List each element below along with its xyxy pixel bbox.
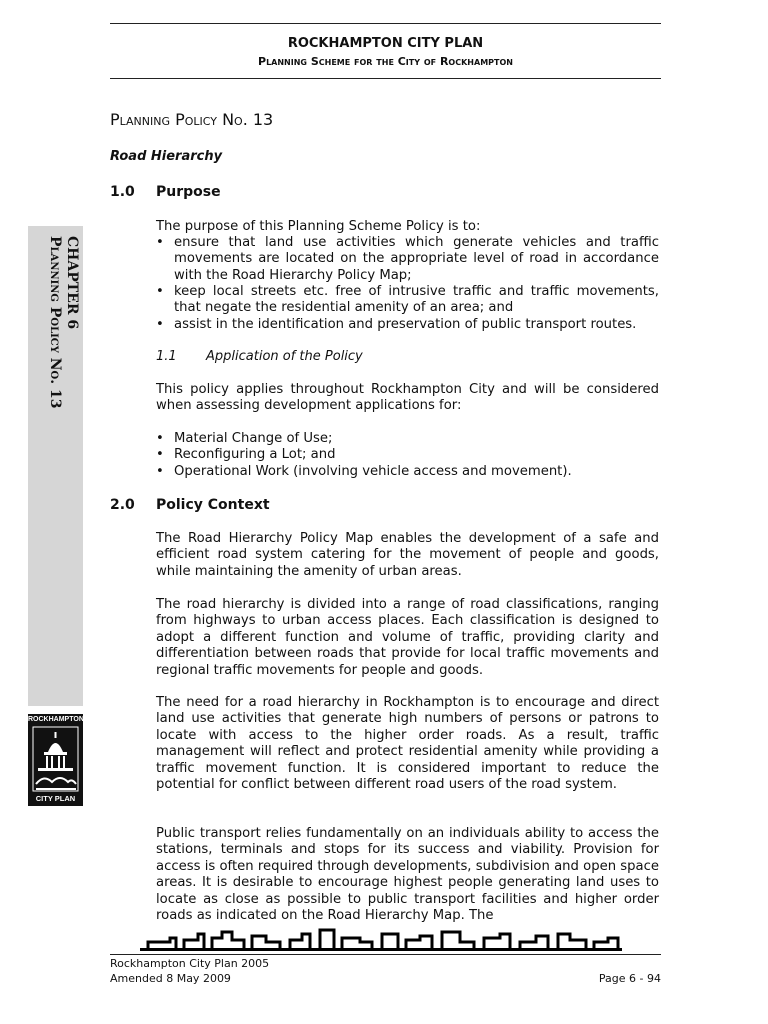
footer-plan-name: Rockhampton City Plan 2005 (110, 957, 270, 970)
context-paragraph: The Road Hierarchy Policy Map enables the development of a safe and efficient road system catering for the movement of people and goods, while maintaining the amenity of urban areas. (156, 531, 659, 579)
application-text: This policy applies throughout Rockhampton City and will be considered when assessing development applications for: (156, 382, 659, 414)
subsection-number: 1.1 (156, 349, 177, 364)
list-item-text: ensure that land use activities which generate vehicles and traffic movements are located on the appropriate level of road in accordance with the Road Hierarchy Policy Map; (174, 235, 659, 283)
sidebar-policy: Planning Policy No. 13 (47, 236, 63, 409)
list-item (156, 464, 659, 480)
list-item (156, 284, 659, 317)
section-title-purpose: Purpose (156, 184, 221, 200)
logo-bottom-text: CITY PLAN (35, 794, 76, 803)
sidebar-chapter: CHAPTER 6 (64, 236, 80, 330)
policy-name: Road Hierarchy (110, 149, 223, 164)
city-plan-logo (28, 714, 83, 806)
context-paragraph: The road hierarchy is divided into a range of road classifications, ranging from highways to urban access places. Each classification is designed to adopt a different function and volume of traffic, providing clarity and differentiation between roads that provide for local traffic movements and regional traffic movements for people and goods. (156, 597, 659, 678)
context-paragraph: Public transport relies fundamentally on an individuals ability to access the stations, terminals and stops for its success and viability. Provision for access is often required through developments, subdivision and open space areas. It is desirable to encourage highest people generating land uses to locate as close as possible to public transport facilities and higher order roads as indicated on the Road Hierarchy Map. The (156, 826, 659, 924)
bullet-icon: • (156, 431, 164, 446)
list-item-text: assist in the identification and preservation of public transport routes. (174, 317, 637, 332)
bullet-icon: • (156, 284, 164, 299)
list-item-text: Reconfiguring a Lot; and (174, 447, 336, 462)
page-number: Page 6 - 94 (598, 972, 661, 985)
list-item (156, 447, 659, 463)
logo-top-text: ROCKHAMPTON (28, 716, 84, 723)
section-number-context: 2.0 (110, 497, 135, 513)
list-item (156, 431, 659, 447)
bullet-icon: • (156, 317, 164, 332)
list-item (156, 235, 659, 284)
context-paragraph: The need for a road hierarchy in Rockhampton is to encourage and direct land use activities that generate high numbers of persons or patrons to locate with access to the higher order roads. As a result, traffic management will reflect and protect residential amenity while providing a traffic movement function. It is considered important to reduce the potential for conflict between different road users of the road system. (156, 695, 659, 793)
subsection-title: Application of the Policy (206, 349, 363, 364)
sidebar-label (46, 236, 80, 409)
header-bottom-rule (110, 78, 661, 79)
list-item (156, 317, 659, 333)
bullet-icon: • (156, 235, 164, 250)
bullet-icon: • (156, 447, 164, 462)
list-item-text: keep local streets etc. free of intrusive traffic and traffic movements, that negate the residential amenity of an area; and (174, 284, 659, 316)
header-title: ROCKHAMPTON CITY PLAN (287, 36, 484, 51)
skyline-decoration (140, 928, 630, 954)
header-top-rule (110, 23, 661, 24)
list-item-text: Operational Work (involving vehicle access and movement). (174, 464, 572, 479)
header-subtitle: Planning Scheme for the City of Rockhampton (258, 55, 513, 68)
section-number-purpose: 1.0 (110, 184, 135, 200)
list-item-text: Material Change of Use; (174, 431, 333, 446)
policy-title: Planning Policy No. 13 (110, 110, 274, 129)
city-hall-icon (32, 726, 79, 792)
purpose-intro: The purpose of this Planning Scheme Policy is to: (156, 219, 481, 234)
bullet-icon: • (156, 464, 164, 479)
footer-amended-date: Amended 8 May 2009 (110, 972, 231, 985)
section-title-context: Policy Context (156, 497, 270, 513)
footer-rule (110, 954, 661, 955)
